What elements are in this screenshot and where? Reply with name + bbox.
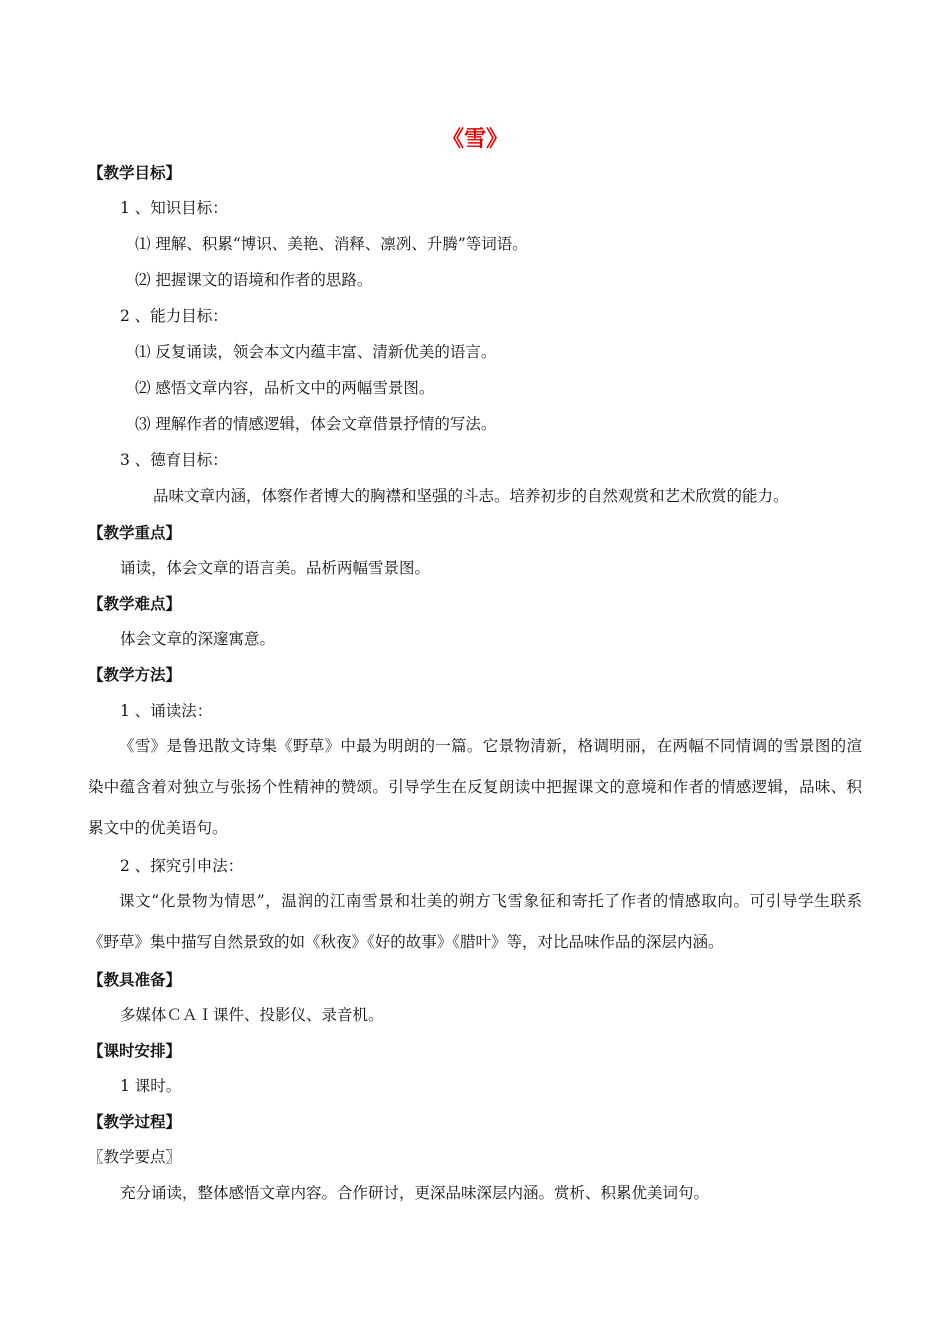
- heading-schedule: 【课时安排】: [88, 1042, 182, 1060]
- ability-objective-item: ⑴ 反复诵读，领会本文内蕴丰富、清新优美的语言。: [135, 343, 497, 361]
- method-2-text: 课文“化景物为情思”，温润的江南雪景和壮美的朔方飞雪象征和寄托了作者的情感取向。可引导学生联系《野草》集中描写自然景致的如《秋夜》《好的故事》《腊叶》等，对比品味作品的深层内涵。: [88, 892, 862, 951]
- knowledge-objective-item: ⑵ 把握课文的语境和作者的思路。: [135, 271, 373, 289]
- heading-objectives: 【教学目标】: [88, 164, 182, 182]
- process-subheading: 〖教学要点〗: [88, 1148, 182, 1166]
- document-title: 《雪》: [441, 127, 508, 152]
- ability-objective-item: ⑶ 理解作者的情感逻辑，体会文章借景抒情的写法。: [135, 415, 497, 433]
- ability-objective-label: 2 、能力目标：: [120, 307, 228, 325]
- schedule-text: 1 课时。: [120, 1077, 182, 1095]
- heading-process: 【教学过程】: [88, 1113, 182, 1131]
- difficulty-text: 体会文章的深邃寓意。: [120, 630, 276, 648]
- knowledge-objective-item: ⑴ 理解、积累“博识、美艳、消释、凛冽、升腾”等词语。: [135, 235, 528, 253]
- method-1-text: 《雪》是鲁迅散文诗集《野草》中最为明朗的一篇。它景物清新，格调明丽，在两幅不同情调的雪景图的渲染中蕴含着对独立与张扬个性精神的赞颂。引导学生在反复朗读中把握课文的意境和作者的情感逻辑，品味、积累文中的优美语句。: [88, 737, 862, 837]
- process-text: 充分诵读，整体感悟文章内容。合作研讨，更深品味深层内涵。赏析、积累优美词句。: [120, 1184, 710, 1202]
- heading-difficulty: 【教学难点】: [88, 595, 182, 613]
- heading-key-points: 【教学重点】: [88, 524, 182, 542]
- ability-objective-item: ⑵ 感悟文章内容，品析文中的两幅雪景图。: [135, 379, 435, 397]
- moral-objective-text: 品味文章内涵，体察作者博大的胸襟和坚强的斗志。培养初步的自然观赏和艺术欣赏的能力。: [153, 487, 789, 505]
- key-points-text: 诵读，体会文章的语言美。品析两幅雪景图。: [120, 559, 431, 577]
- method-2-label: 2 、探究引申法：: [120, 857, 244, 875]
- knowledge-objective-label: 1 、知识目标：: [120, 199, 228, 217]
- heading-tools: 【教具准备】: [88, 971, 182, 989]
- tools-text: 多媒体ＣＡＩ课件、投影仪、录音机。: [120, 1006, 384, 1024]
- heading-methods: 【教学方法】: [88, 666, 182, 684]
- method-1-label: 1 、诵读法：: [120, 702, 213, 720]
- moral-objective-label: 3 、德育目标：: [120, 451, 228, 469]
